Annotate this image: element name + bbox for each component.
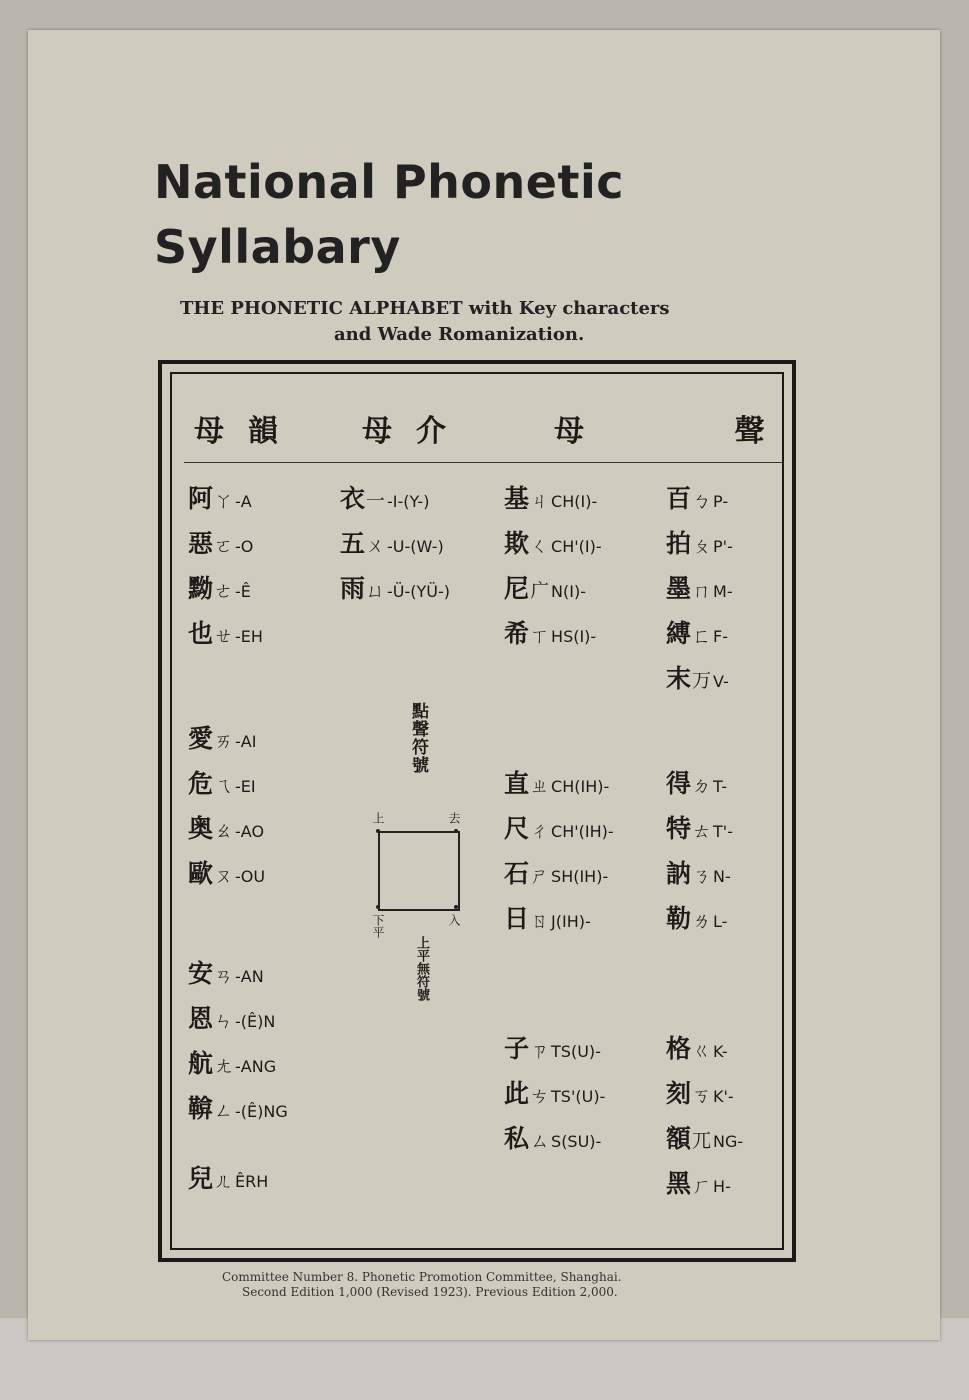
tone-note: 上平無符號 xyxy=(414,936,429,1001)
romanization: T'- xyxy=(713,822,733,841)
key-character: 私 xyxy=(504,1124,530,1153)
romanization: -U-(W-) xyxy=(387,537,444,556)
romanization: L- xyxy=(713,912,728,931)
key-character: 希 xyxy=(504,619,530,648)
key-character: 尼 xyxy=(504,574,530,603)
romanization: -(Ê)N xyxy=(235,1012,276,1031)
key-character: 阿 xyxy=(188,484,214,513)
key-character: 日 xyxy=(504,904,530,933)
phonetic-symbol: ㄕ xyxy=(530,865,550,887)
table-entry-initials-left xyxy=(504,574,586,604)
romanization: -AN xyxy=(235,967,264,986)
table-entry-finals xyxy=(188,859,265,889)
key-character: 惡 xyxy=(188,529,214,558)
romanization: T- xyxy=(713,777,728,796)
phonetic-symbol: ㄙ xyxy=(530,1130,550,1152)
phonetic-symbol: ㄫ xyxy=(692,1130,712,1152)
key-character: 航 xyxy=(188,1049,214,1078)
romanization: V- xyxy=(713,672,729,691)
document-page xyxy=(28,30,940,1340)
romanization: CH(I)- xyxy=(551,492,598,511)
table-entry-finals xyxy=(188,959,264,989)
key-character: 石 xyxy=(504,859,530,888)
phonetic-symbol: ㄚ xyxy=(214,490,234,512)
key-character: 黑 xyxy=(666,1169,692,1198)
table-entry-finals xyxy=(188,1004,275,1034)
romanization: -AO xyxy=(235,822,265,841)
table-entry-finals xyxy=(188,769,256,799)
romanization: H- xyxy=(713,1177,731,1196)
table-entry-medials xyxy=(340,529,444,559)
key-character: 雨 xyxy=(340,574,366,603)
romanization: TS(U)- xyxy=(551,1042,601,1061)
tone-upper-right: 去 xyxy=(447,812,461,824)
key-character: 拍 xyxy=(666,529,692,558)
romanization: SH(IH)- xyxy=(551,867,609,886)
phonetic-symbol: ㄈ xyxy=(692,625,712,647)
key-character: 五 xyxy=(340,529,366,558)
key-character: 欺 xyxy=(504,529,530,558)
romanization: K- xyxy=(713,1042,728,1061)
phonetic-symbol: ㄓ xyxy=(530,775,550,797)
table-entry-initials-right xyxy=(666,1124,743,1154)
title-line-2: Syllabary xyxy=(154,220,401,274)
table-entry-initials-left xyxy=(504,619,596,649)
key-character: 黝 xyxy=(188,574,214,603)
phonetic-symbol: ㄪ xyxy=(692,670,712,692)
phonetic-symbol: ㄩ xyxy=(366,580,386,602)
phonetic-symbol: ㄝ xyxy=(214,625,234,647)
phonetic-symbol: ㄐ xyxy=(530,490,550,512)
phonetic-symbol: ㄆ xyxy=(692,535,712,557)
table-entry-medials xyxy=(340,484,429,514)
romanization: N(I)- xyxy=(551,582,586,601)
tone-upper-left: 上 xyxy=(371,812,385,824)
phonetic-symbol: ㄟ xyxy=(214,775,234,797)
phonetic-symbol: ㄨ xyxy=(366,535,386,557)
romanization: S(SU)- xyxy=(551,1132,602,1151)
table-entry-medials xyxy=(340,574,450,604)
key-character: 子 xyxy=(504,1034,530,1063)
table-entry-finals xyxy=(188,619,263,649)
phonetic-symbol: ㄑ xyxy=(530,535,550,557)
romanization: N- xyxy=(713,867,731,886)
key-character: 勒 xyxy=(666,904,692,933)
header-initials: 母 聲 xyxy=(554,414,835,449)
key-character: 特 xyxy=(666,814,692,843)
phonetic-symbol: ㄞ xyxy=(214,730,234,752)
key-character: 墨 xyxy=(666,574,692,603)
phonetic-symbol: ㄛ xyxy=(214,535,234,557)
key-character: 末 xyxy=(666,664,692,693)
table-entry-initials-left xyxy=(504,814,614,844)
table-entry-initials-right xyxy=(666,1169,731,1199)
tone-diagram-box xyxy=(378,831,460,911)
phonetic-symbol: ㄥ xyxy=(214,1100,234,1122)
romanization: ÊRH xyxy=(235,1172,269,1191)
romanization: -A xyxy=(235,492,252,511)
key-character: 歐 xyxy=(188,859,214,888)
phonetic-symbol: ㄗ xyxy=(530,1040,550,1062)
key-character: 尺 xyxy=(504,814,530,843)
footer-line-1: Committee Number 8. Phonetic Promotion Committee, Shanghai. xyxy=(222,1270,622,1284)
table-entry-finals xyxy=(188,724,256,754)
phonetic-symbol: ㄇ xyxy=(692,580,712,602)
table-entry-initials-left xyxy=(504,529,602,559)
table-entry-initials-left xyxy=(504,1124,601,1154)
phonetic-symbol: ㄢ xyxy=(214,965,234,987)
tone-dot xyxy=(454,905,458,909)
romanization: -(Ê)NG xyxy=(235,1102,288,1121)
phonetic-symbol: ㄣ xyxy=(214,1010,234,1032)
key-character: 奥 xyxy=(188,814,214,843)
phonetic-symbol: ㄋ xyxy=(692,865,712,887)
table-entry-finals xyxy=(188,574,251,604)
phonetic-symbol: ㄦ xyxy=(214,1170,234,1192)
phonetic-symbol: ㄖ xyxy=(530,910,550,932)
title-line-1: National Phonetic xyxy=(154,155,625,209)
romanization: -I-(Y-) xyxy=(387,492,430,511)
romanization: J(IH)- xyxy=(551,912,591,931)
phonetic-symbol: ㄉ xyxy=(692,775,712,797)
key-character: 恩 xyxy=(188,1004,214,1033)
romanization: -Ü-(YÜ-) xyxy=(387,582,451,601)
key-character: 基 xyxy=(504,484,530,513)
phonetic-symbol: ㄤ xyxy=(214,1055,234,1077)
table-entry-finals xyxy=(188,529,253,559)
tone-lower-left: 下平 xyxy=(371,914,385,938)
key-character: 危 xyxy=(188,769,214,798)
header-rule xyxy=(184,462,782,463)
table-entry-finals xyxy=(188,1094,288,1124)
key-character: 縛 xyxy=(666,619,692,648)
syllabary-table-frame xyxy=(158,360,835,1262)
key-character: 也 xyxy=(188,619,214,648)
key-character: 安 xyxy=(188,959,214,988)
phonetic-symbol: ㄠ xyxy=(214,820,234,842)
header-medials: 母介 xyxy=(362,414,470,449)
key-character: 百 xyxy=(666,484,692,513)
table-entry-finals xyxy=(188,484,252,514)
phonetic-symbol: ㄡ xyxy=(214,865,234,887)
key-character: 刻 xyxy=(666,1079,692,1108)
romanization: -AI xyxy=(235,732,257,751)
key-character: 鞥 xyxy=(188,1094,214,1123)
phonetic-symbol: ㄬ xyxy=(530,580,550,602)
phonetic-symbol: ㄎ xyxy=(692,1085,712,1107)
romanization: -O xyxy=(235,537,254,556)
romanization: F- xyxy=(713,627,729,646)
phonetic-symbol: ㄅ xyxy=(692,490,712,512)
table-entry-initials-right xyxy=(666,664,729,694)
table-entry-finals xyxy=(188,1049,276,1079)
key-character: 訥 xyxy=(666,859,692,888)
romanization: CH(IH)- xyxy=(551,777,610,796)
table-entry-initials-left xyxy=(504,859,608,889)
tone-marks-label: 點聲符號 xyxy=(408,702,428,774)
romanization: P- xyxy=(713,492,729,511)
tone-dot xyxy=(376,829,380,833)
phonetic-symbol: ㄍ xyxy=(692,1040,712,1062)
table-entry-initials-left xyxy=(504,769,609,799)
romanization: -EI xyxy=(235,777,256,796)
romanization: -Ê xyxy=(235,582,251,601)
phonetic-symbol: ㄔ xyxy=(530,820,550,842)
romanization: HS(I)- xyxy=(551,627,597,646)
romanization: K'- xyxy=(713,1087,734,1106)
romanization: -ANG xyxy=(235,1057,277,1076)
subtitle-line-1: THE PHONETIC ALPHABET with Key characters xyxy=(180,298,670,319)
phonetic-symbol: ㄊ xyxy=(692,820,712,842)
phonetic-symbol: ㄜ xyxy=(214,580,234,602)
table-entry-initials-right xyxy=(666,769,727,799)
table-entry-finals xyxy=(188,1164,268,1194)
table-entry-initials-right xyxy=(666,1079,734,1109)
table-entry-initials-right xyxy=(666,904,727,934)
romanization: TS'(U)- xyxy=(551,1087,606,1106)
table-entry-initials-right xyxy=(666,814,733,844)
romanization: -EH xyxy=(235,627,263,646)
table-entry-finals xyxy=(188,814,264,844)
tone-dot xyxy=(454,829,458,833)
phonetic-symbol: ㄘ xyxy=(530,1085,550,1107)
romanization: M- xyxy=(713,582,733,601)
table-entry-initials-right xyxy=(666,574,733,604)
key-character: 愛 xyxy=(188,724,214,753)
subtitle-line-2: and Wade Romanization. xyxy=(334,324,585,345)
header-finals: 母韻 xyxy=(194,414,302,449)
tone-dot xyxy=(376,905,380,909)
table-entry-initials-left xyxy=(504,904,591,934)
phonetic-symbol: ㄏ xyxy=(692,1175,712,1197)
footer-line-2: Second Edition 1,000 (Revised 1923). Previous Edition 2,000. xyxy=(242,1285,618,1299)
phonetic-symbol: ㄒ xyxy=(530,625,550,647)
phonetic-symbol: 一 xyxy=(366,490,386,512)
key-character: 格 xyxy=(666,1034,692,1063)
romanization: -OU xyxy=(235,867,266,886)
romanization: NG- xyxy=(713,1132,744,1151)
key-character: 此 xyxy=(504,1079,530,1108)
table-entry-initials-right xyxy=(666,1034,728,1064)
romanization: CH'(IH)- xyxy=(551,822,614,841)
table-entry-initials-right xyxy=(666,859,731,889)
phonetic-symbol: ㄌ xyxy=(692,910,712,932)
table-entry-initials-left xyxy=(504,484,597,514)
romanization: P'- xyxy=(713,537,733,556)
key-character: 得 xyxy=(666,769,692,798)
tone-lower-right: 入 xyxy=(447,914,461,926)
key-character: 直 xyxy=(504,769,530,798)
table-entry-initials-right xyxy=(666,484,728,514)
table-entry-initials-right xyxy=(666,619,728,649)
table-entry-initials-left xyxy=(504,1079,605,1109)
key-character: 額 xyxy=(666,1124,692,1153)
key-character: 衣 xyxy=(340,484,366,513)
romanization: CH'(I)- xyxy=(551,537,602,556)
syllabary-table xyxy=(170,372,835,1250)
key-character: 兒 xyxy=(188,1164,214,1193)
table-entry-initials-right xyxy=(666,529,733,559)
table-entry-initials-left xyxy=(504,1034,601,1064)
